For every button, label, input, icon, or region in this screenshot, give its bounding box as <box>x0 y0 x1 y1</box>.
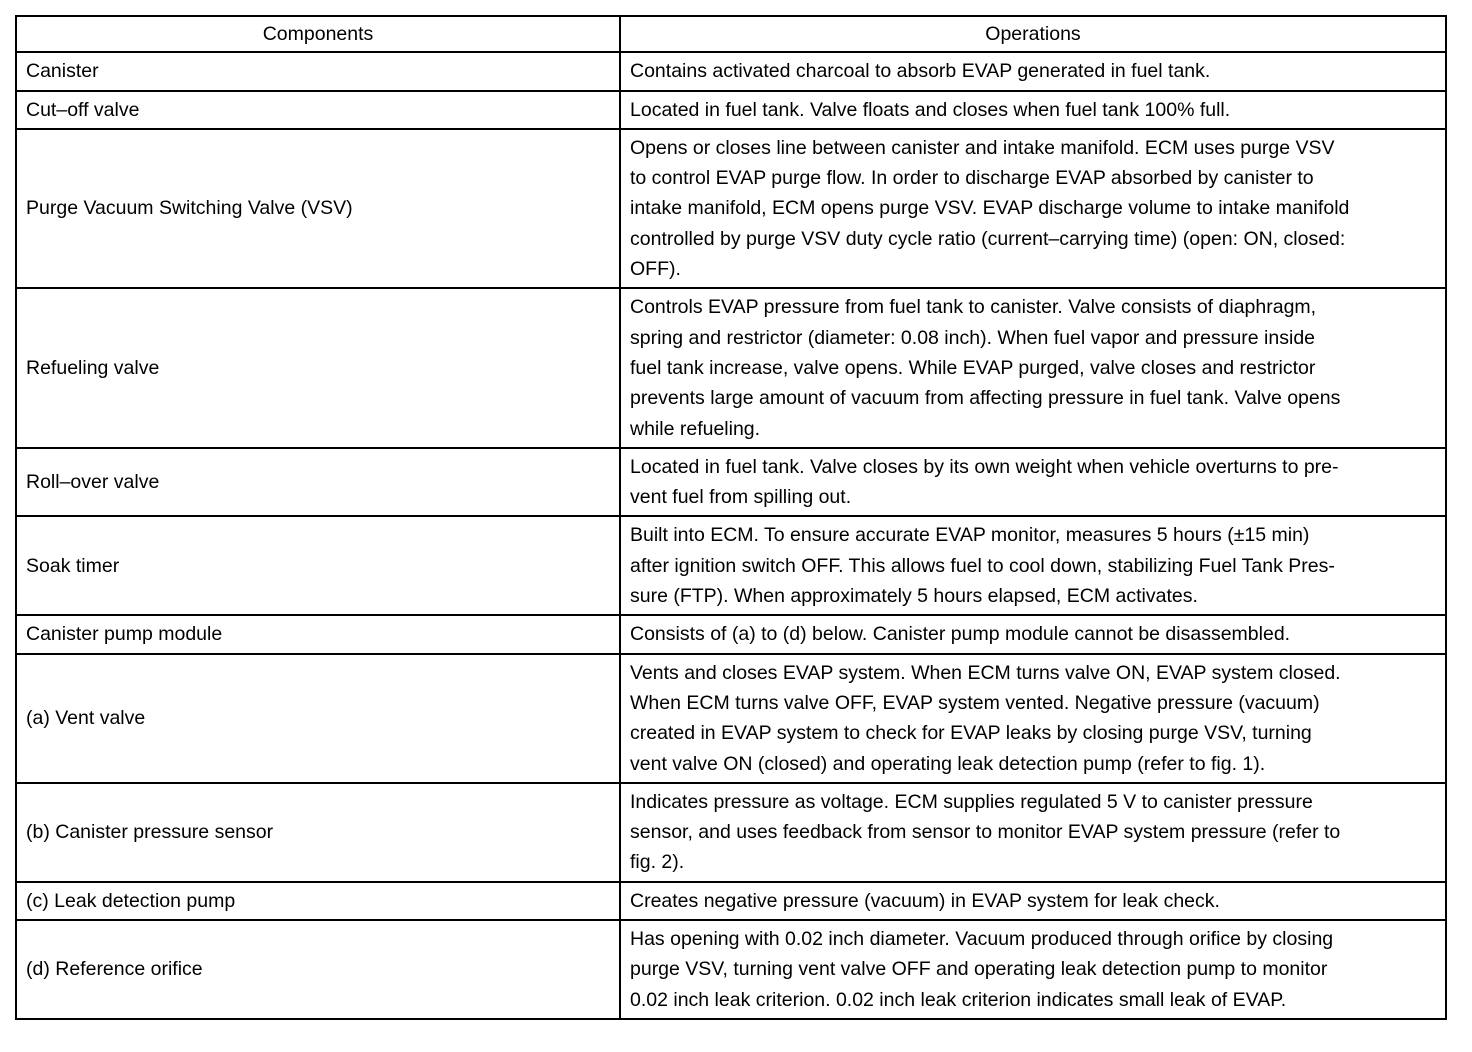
table-row <box>16 288 1446 447</box>
components-operations-table <box>15 15 1447 1020</box>
table-row <box>16 129 1446 288</box>
operations-cell <box>620 448 1446 517</box>
operations-line: Vents and closes EVAP system. When ECM turns valve ON, EVAP system closed. <box>630 661 1341 684</box>
component-cell: Cut–off valve <box>16 91 620 129</box>
operations-line: vent valve ON (closed) and operating leak detection pump (refer to fig. 1). <box>630 752 1266 775</box>
component-cell: (d) Reference orifice <box>16 920 620 1019</box>
component-cell: Soak timer <box>16 516 620 615</box>
table-row <box>16 654 1446 783</box>
operations-cell <box>620 882 1446 920</box>
component-cell: (b) Canister pressure sensor <box>16 783 620 882</box>
component-cell: Canister <box>16 52 620 90</box>
component-cell: Canister pump module <box>16 615 620 653</box>
operations-line: Located in fuel tank. Valve closes by its own weight when vehicle overturns to pre- <box>630 455 1339 478</box>
operations-line: Controls EVAP pressure from fuel tank to canister. Valve consists of diaphragm, <box>630 296 1317 319</box>
operations-line: When ECM turns valve OFF, EVAP system vented. Negative pressure (vacuum) <box>630 691 1320 714</box>
operations-line: created in EVAP system to check for EVAP leaks by closing purge VSV, turning <box>630 722 1312 745</box>
operations-line: Located in fuel tank. Valve floats and closes when fuel tank 100% full. <box>630 98 1231 121</box>
operations-line: controlled by purge VSV duty cycle ratio (current–carrying time) (open: ON, closed: <box>630 227 1346 250</box>
operations-line: OFF). <box>630 258 681 281</box>
operations-line: fuel tank increase, valve opens. While EVAP purged, valve closes and restrictor <box>630 356 1316 379</box>
operations-line: spring and restrictor (diameter: 0.08 inch). When fuel vapor and pressure inside <box>630 326 1316 349</box>
header-row <box>16 16 1446 52</box>
operations-line: Opens or closes line between canister and intake manifold. ECM uses purge VSV <box>630 136 1335 159</box>
component-cell: (c) Leak detection pump <box>16 882 620 920</box>
operations-cell <box>620 920 1446 1019</box>
operations-line: fig. 2). <box>630 851 685 874</box>
operations-line: to control EVAP purge flow. In order to discharge EVAP absorbed by canister to <box>630 167 1314 190</box>
operations-cell <box>620 288 1446 447</box>
operations-cell <box>620 52 1446 90</box>
operations-line: Creates negative pressure (vacuum) in EVAP system for leak check. <box>630 889 1220 912</box>
table-row <box>16 920 1446 1019</box>
table-row <box>16 783 1446 882</box>
table-row <box>16 448 1446 517</box>
operations-cell <box>620 516 1446 615</box>
table-row <box>16 516 1446 615</box>
component-cell: (a) Vent valve <box>16 654 620 783</box>
component-cell: Refueling valve <box>16 288 620 447</box>
operations-line: prevents large amount of vacuum from affecting pressure in fuel tank. Valve opens <box>630 387 1341 410</box>
component-cell: Roll–over valve <box>16 448 620 517</box>
operations-cell <box>620 654 1446 783</box>
operations-line: purge VSV, turning vent valve OFF and operating leak detection pump to monitor <box>630 958 1328 981</box>
operations-line: intake manifold, ECM opens purge VSV. EVAP discharge volume to intake manifold <box>630 197 1350 220</box>
operations-line: while refueling. <box>630 417 761 440</box>
operations-line: sensor, and uses feedback from sensor to monitor EVAP system pressure (refer to <box>630 821 1341 844</box>
table-row <box>16 52 1446 90</box>
operations-line: Consists of (a) to (d) below. Canister pump module cannot be disassembled. <box>630 623 1291 646</box>
operations-line: Has opening with 0.02 inch diameter. Vacuum produced through orifice by closing <box>630 928 1334 951</box>
operations-line: vent fuel from spilling out. <box>630 486 852 509</box>
operations-line: Built into ECM. To ensure accurate EVAP monitor, measures 5 hours (±15 min) <box>630 524 1310 547</box>
operations-cell <box>620 91 1446 129</box>
operations-cell <box>620 129 1446 288</box>
operations-cell <box>620 615 1446 653</box>
component-cell: Purge Vacuum Switching Valve (VSV) <box>16 129 620 288</box>
table-row <box>16 91 1446 129</box>
operations-line: Contains activated charcoal to absorb EVAP generated in fuel tank. <box>630 60 1211 83</box>
header-components: Components <box>16 16 620 52</box>
table-row <box>16 615 1446 653</box>
operations-line: sure (FTP). When approximately 5 hours elapsed, ECM activates. <box>630 585 1198 608</box>
operations-line: after ignition switch OFF. This allows fuel to cool down, stabilizing Fuel Tank Pres- <box>630 554 1335 577</box>
table-row <box>16 882 1446 920</box>
operations-cell <box>620 783 1446 882</box>
header-operations: Operations <box>620 16 1446 52</box>
operations-line: Indicates pressure as voltage. ECM supplies regulated 5 V to canister pressure <box>630 790 1313 813</box>
operations-line: 0.02 inch leak criterion. 0.02 inch leak criterion indicates small leak of EVAP. <box>630 988 1287 1011</box>
